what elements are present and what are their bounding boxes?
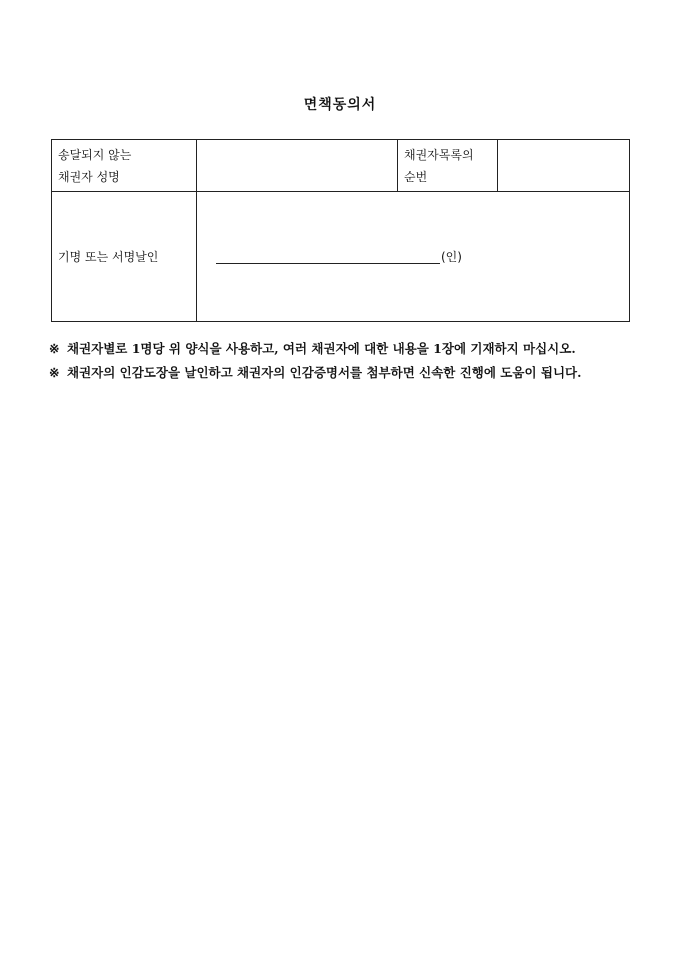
note-item: [49, 337, 633, 361]
notes-section: [49, 337, 633, 385]
note-item: [49, 361, 633, 385]
creditor-name-field[interactable]: [197, 140, 398, 192]
consent-form-table: [51, 139, 630, 322]
creditor-name-label-line1: 송달되지 않는: [58, 147, 132, 162]
signature-line-wrap: [197, 249, 629, 264]
creditor-order-field[interactable]: [498, 140, 630, 192]
creditor-order-label-line2: 순번: [404, 169, 428, 184]
creditor-order-label-cell: [398, 140, 498, 192]
signature-line[interactable]: [216, 249, 440, 264]
signature-field[interactable]: [197, 192, 630, 322]
signature-label: 기명 또는 서명날인: [52, 192, 197, 322]
note-text: 채권자의 인감도장을 날인하고 채권자의 인감증명서를 첨부하면 신속한 진행에 도움이 됩니다.: [67, 365, 582, 380]
seal-mark: (인): [441, 250, 462, 264]
signature-row: [52, 192, 630, 322]
note-text: 채권자별로 1명당 위 양식을 사용하고, 여러 채권자에 대한 내용을 1장에 기재하지 마십시오.: [67, 341, 576, 356]
creditor-order-label-line1: 채권자목록의: [404, 147, 474, 162]
reference-mark-icon: ※: [49, 365, 60, 380]
document-title: 면책동의서: [303, 97, 377, 113]
reference-mark-icon: ※: [49, 341, 60, 356]
creditor-name-label-cell: [52, 140, 197, 192]
creditor-info-row: [52, 140, 630, 192]
creditor-name-label-line2: 채권자 성명: [58, 169, 120, 184]
